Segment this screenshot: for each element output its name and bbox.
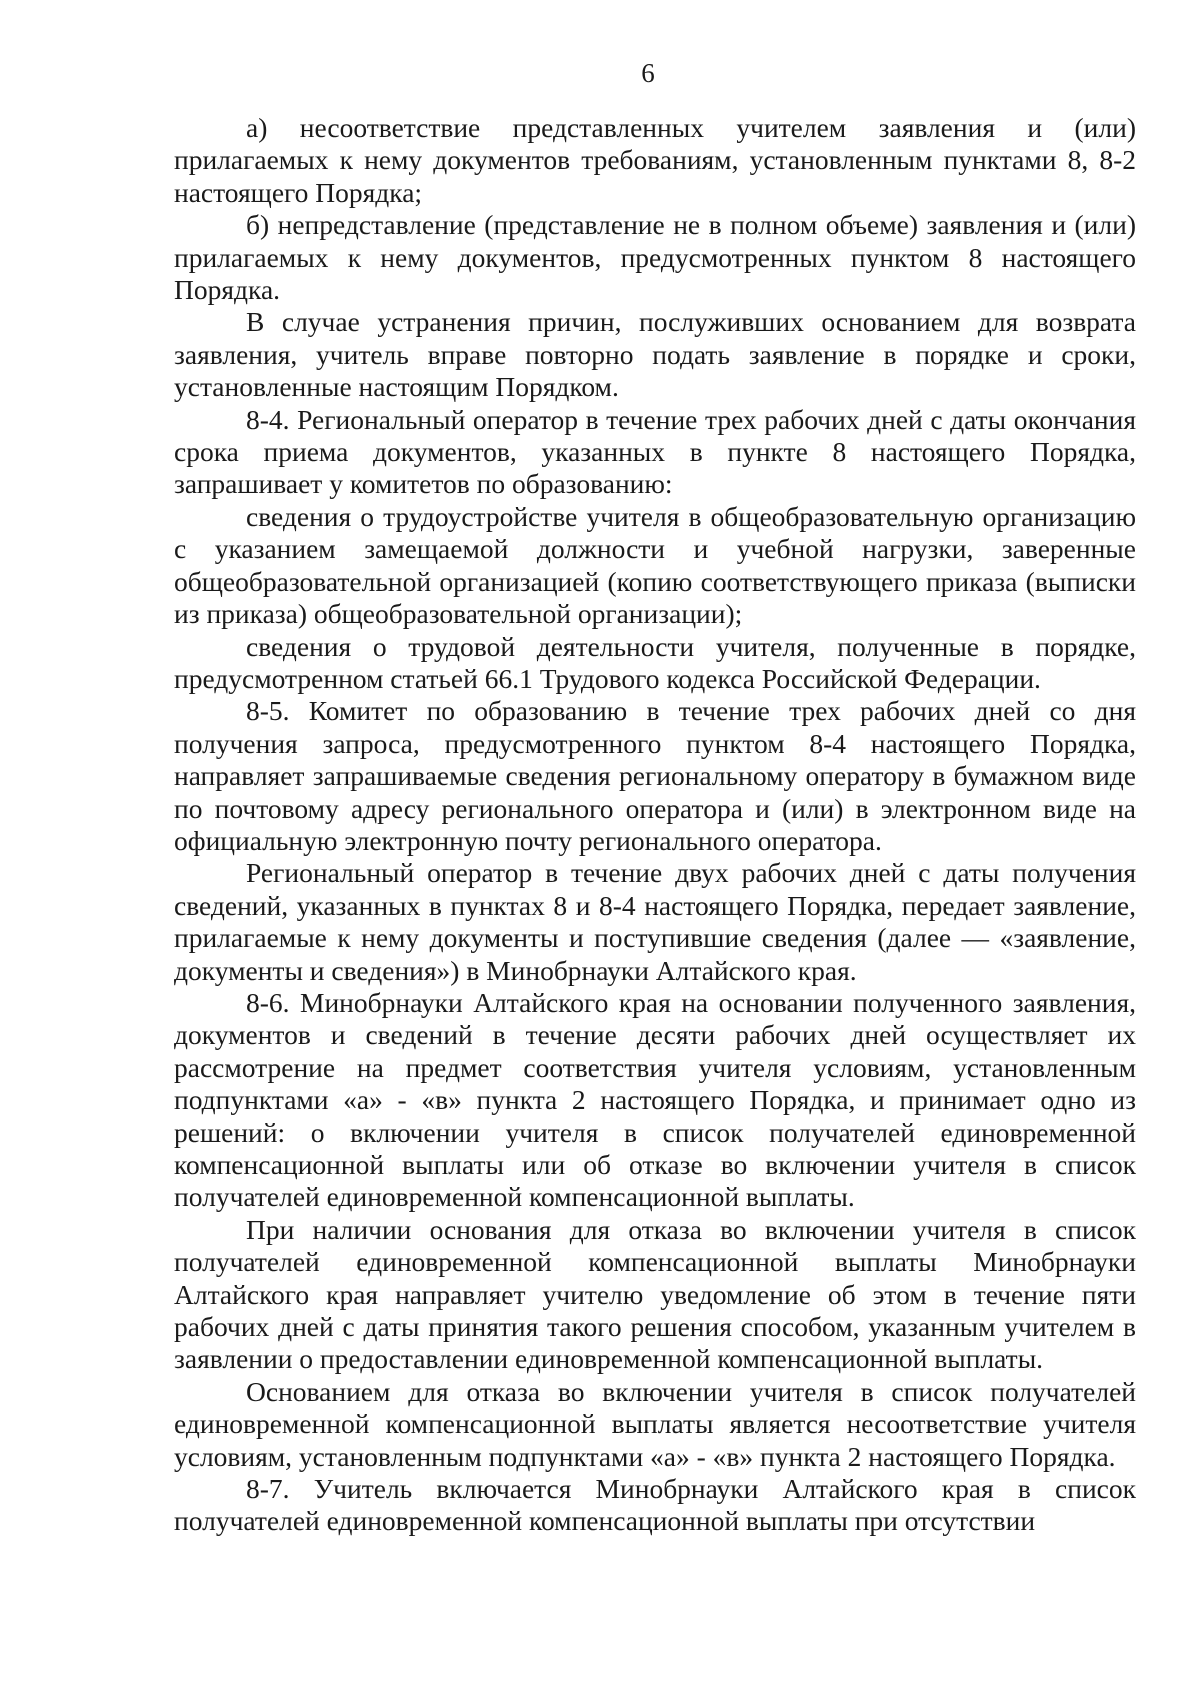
- paragraph-item-b: б) непредставление (представление не в полном объеме) заявления и (или) прилагаемых к нему документов, предусмотренных пунктом 8 настоящего Порядка.: [174, 209, 1136, 306]
- paragraph-8-5: 8-5. Комитет по образованию в течение трех рабочих дней со дня получения запроса, предусмотренного пунктом 8-4 настоящего Порядка, направляет запрашиваемые сведения региональному оператору в бумажном виде по почтовому адресу регионального оператора и (или) в электронном виде на официальную электронную почту регионального оператора.: [174, 695, 1136, 856]
- paragraph-resubmission: В случае устранения причин, послуживших основанием для возврата заявления, учитель вправе повторно подать заявление в порядке и сроки, установленные настоящим Порядком.: [174, 306, 1136, 403]
- paragraph-8-7: 8-7. Учитель включается Минобрнауки Алтайского края в список получателей единовременной компенсационной выплаты при отсутствии: [174, 1473, 1136, 1537]
- paragraph-labor-info: сведения о трудовой деятельности учителя, полученные в порядке, предусмотренном статьей 66.1 Трудового кодекса Российской Федерации.: [174, 630, 1136, 694]
- paragraph-employment-info: сведения о трудоустройстве учителя в общеобразовательную организацию с указанием замещаемой должности и учебной нагрузки, заверенные общеобразовательной организацией (копию соответствующего приказа (выписки из приказа) общеобразовательной организации);: [174, 500, 1136, 630]
- paragraph-refusal-notice: При наличии основания для отказа во включении учителя в список получателей единовременной компенсационной выплаты Минобрнауки Алтайского края направляет учителю уведомление об этом в течение пяти рабочих дней с даты принятия такого решения способом, указанным учителем в заявлении о предоставлении единовременной компенсационной выплаты.: [174, 1213, 1136, 1375]
- document-body: [174, 112, 1136, 1538]
- page-number: 6: [641, 58, 655, 88]
- paragraph-refusal-basis: Основанием для отказа во включении учителя в список получателей единовременной компенсационной выплаты является несоответствие учителя условиям, установленным подпунктами «а» - «в» пункта 2 настоящего Порядка.: [174, 1375, 1136, 1472]
- paragraph-8-4: 8-4. Региональный оператор в течение трех рабочих дней с даты окончания срока приема документов, указанных в пункте 8 настоящего Порядка, запрашивает у комитетов по образованию:: [174, 403, 1136, 500]
- paragraph-8-6: 8-6. Минобрнауки Алтайского края на основании полученного заявления, документов и сведений в течение десяти рабочих дней осуществляет их рассмотрение на предмет соответствия учителя условиям, установленным подпунктами «а» - «в» пункта 2 настоящего Порядка, и принимает одно из решений: о включении учителя в список получателей единовременной компенсационной выплаты или об отказе во включении учителя в список получателей единовременной компенсационной выплаты.: [174, 986, 1136, 1213]
- paragraph-operator-transfer: Региональный оператор в течение двух рабочих дней с даты получения сведений, указанных в пунктах 8 и 8-4 настоящего Порядка, передает заявление, прилагаемые к нему документы и поступившие сведения (далее — «заявление, документы и сведения») в Минобрнауки Алтайского края.: [174, 857, 1136, 986]
- paragraph-item-a: а) несоответствие представленных учителем заявления и (или) прилагаемых к нему документов требованиям, установленным пунктами 8, 8-2 настоящего Порядка;: [174, 112, 1136, 208]
